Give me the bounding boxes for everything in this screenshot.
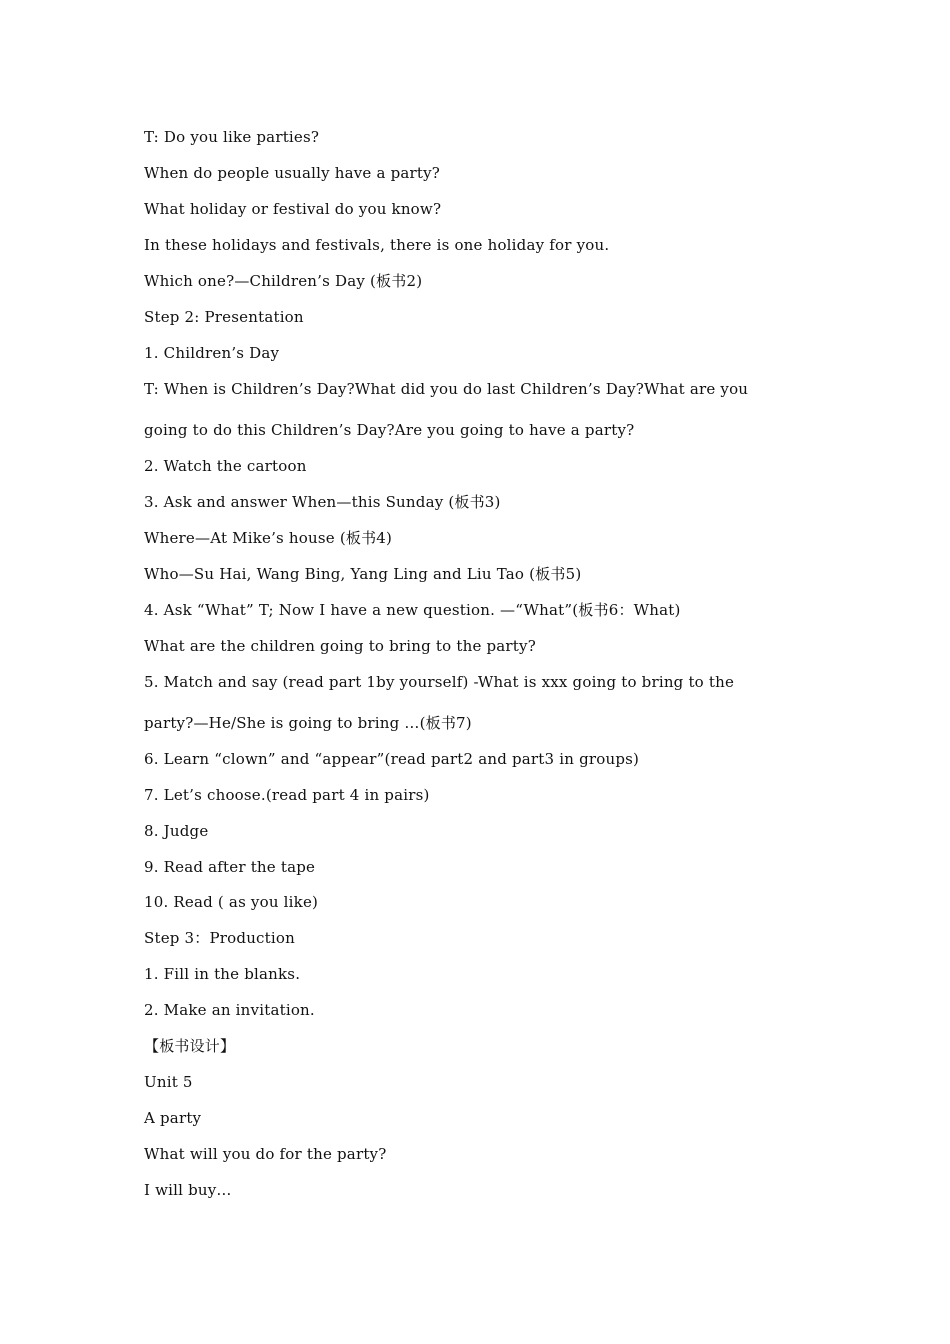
text-line: I will buy… bbox=[144, 1181, 232, 1199]
text-line: What are the children going to bring to the party? bbox=[144, 637, 536, 655]
text-line: What will you do for the party? bbox=[144, 1145, 387, 1163]
section-heading: 【板书设计】 bbox=[144, 1037, 236, 1055]
text-line: 8. Judge bbox=[144, 822, 209, 840]
text-line: T: When is Children’s Day?What did you do last Children’s Day?What are you bbox=[144, 380, 749, 398]
section-heading: Step 2: Presentation bbox=[144, 308, 304, 326]
text-line: 2. Watch the cartoon bbox=[144, 457, 307, 475]
text-line: 7. Let’s choose.(read part 4 in pairs) bbox=[144, 786, 430, 804]
section-heading: Step 3：Production bbox=[144, 929, 295, 947]
text-line: 4. Ask “What” T; Now I have a new question. —“What”(板书6：What) bbox=[144, 601, 681, 619]
text-line: When do people usually have a party? bbox=[144, 164, 441, 182]
text-line: Where—At Mike’s house (板书4) bbox=[144, 529, 393, 547]
text-line: 2. Make an invitation. bbox=[144, 1001, 315, 1019]
text-line: Who—Su Hai, Wang Bing, Yang Ling and Liu Tao (板书5) bbox=[144, 565, 582, 583]
text-line: party?—He/She is going to bring …(板书7) bbox=[144, 714, 472, 732]
text-line: 3. Ask and answer When—this Sunday (板书3) bbox=[144, 493, 501, 511]
text-line: 5. Match and say (read part 1by yourself) -What is xxx going to bring to the bbox=[144, 673, 735, 691]
text-line: 9. Read after the tape bbox=[144, 858, 316, 876]
text-line: Unit 5 bbox=[144, 1073, 193, 1091]
text-line: Which one?—Children’s Day (板书2) bbox=[144, 272, 423, 290]
text-line: 6. Learn “clown” and “appear”(read part2 and part3 in groups) bbox=[144, 750, 640, 768]
text-line: In these holidays and festivals, there is one holiday for you. bbox=[144, 236, 610, 254]
text-line: A party bbox=[144, 1109, 202, 1127]
text-line: 1. Fill in the blanks. bbox=[144, 965, 301, 983]
text-line: 1. Children’s Day bbox=[144, 344, 280, 362]
text-line: What holiday or festival do you know? bbox=[144, 200, 442, 218]
text-line: 10. Read ( as you like) bbox=[144, 893, 319, 911]
text-line: T: Do you like parties? bbox=[144, 128, 320, 146]
text-line: going to do this Children’s Day?Are you going to have a party? bbox=[144, 421, 635, 439]
